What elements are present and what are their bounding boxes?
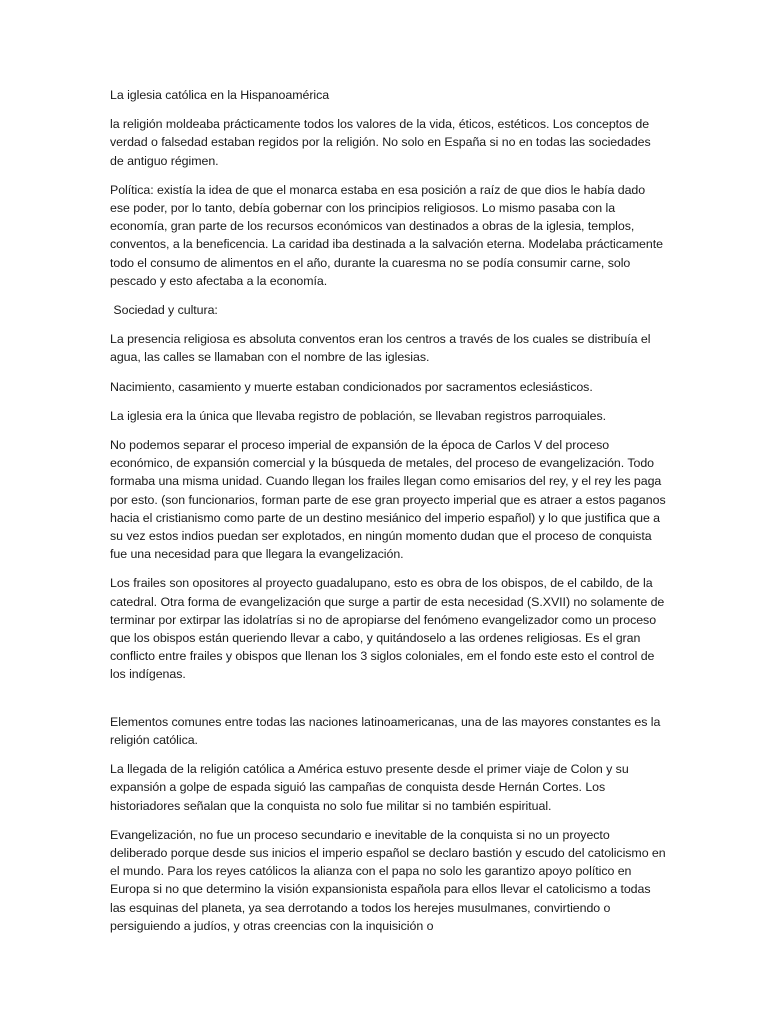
paragraph: La llegada de la religión católica a América estuvo presente desde el primer viaje de Colon y su expansión a golpe de espada siguió las campañas de conquista desde Hernán Cortes. Los historiadores señalan que la conquista no solo fue militar si no también espiritual. <box>110 762 629 813</box>
document-page <box>110 86 666 946</box>
paragraph: Los frailes son opositores al proyecto guadalupano, esto es obra de los obispos, de el cabildo, de la catedral. Otra forma de evangelización que surge a partir de esta necesidad (S.XVII) no solamente de terminar por extirpar las idolatrías si no de apropiarse del fenómeno evangelizador como un proceso que los obispos están queriendo llevar a cabo, y quitándoselo a las ordenes religiosas. Es el gran conflicto entre frailes y obispos que llenan los 3 siglos coloniales, em el fondo este esto el control de los indígenas. <box>110 576 665 682</box>
paragraph: Política: existía la idea de que el monarca estaba en esa posición a raíz de que dios le había dado ese poder, por lo tanto, debía gobernar con los principios religiosos. Lo mismo pasaba con la economía, gran parte de los recursos económicos van destinados a obras de la iglesia, templos, conventos, a la beneficencia. La caridad iba destinada a la salvación eterna. Modelaba prácticamente todo el consumo de alimentos en el año, durante la cuaresma no se podía consumir carne, solo pescado y esto afectaba a la economía. <box>110 182 663 288</box>
paragraph: La presencia religiosa es absoluta conventos eran los centros a través de los cuales se distribuía el agua, las calles se llamaban con el nombre de las iglesias. <box>110 332 651 365</box>
paragraph: Nacimiento, casamiento y muerte estaban condicionados por sacramentos eclesiásticos. <box>110 379 593 394</box>
paragraph: La iglesia era la única que llevaba registro de población, se llevaban registros parroquiales. <box>110 408 607 423</box>
paragraph: Elementos comunes entre todas las naciones latinoamericanas, una de las mayores constantes es la religión católica. <box>110 714 661 747</box>
blank-line <box>110 695 666 713</box>
paragraph: No podemos separar el proceso imperial de expansión de la época de Carlos V del proceso económico, de expansión comercial y la búsqueda de metales, del proceso de evangelización. Todo formaba una misma unidad. Cuando llegan los frailes llegan como emisarios del rey, y el rey les paga por esto. (son funcionarios, forman parte de ese gran proyecto imperial que es atraer a estos paganos hacia el cristianismo como parte de un destino mesiánico del imperio español) y lo que justifica que a su vez estos indios puedan ser explotados, en ningún momento dudan que el proceso de conquista fue una necesidad para que llegara la evangelización. <box>110 438 666 562</box>
section-heading: Sociedad y cultura: <box>110 303 218 318</box>
paragraph: la religión moldeaba prácticamente todos los valores de la vida, éticos, estéticos. Los conceptos de verdad o falsedad estaban regidos por la religión. No solo en España si no en todas las sociedades de antiguo régimen. <box>110 117 651 168</box>
paragraph: Evangelización, no fue un proceso secundario e inevitable de la conquista si no un proyecto deliberado porque desde sus inicios el imperio español se declaro bastión y escudo del catolicismo en el mundo. Para los reyes católicos la alianza con el papa no solo les garantizo apoyo político en Europa si no que determino la visión expansionista española para ellos llevar el catolicismo a todas las esquinas del planeta, ya sea derrotando a todos los herejes musulmanes, convirtiendo o persiguiendo a judíos, y otras creencias con la inquisición o <box>110 827 666 933</box>
document-title: La iglesia católica en la Hispanoamérica <box>110 88 330 102</box>
